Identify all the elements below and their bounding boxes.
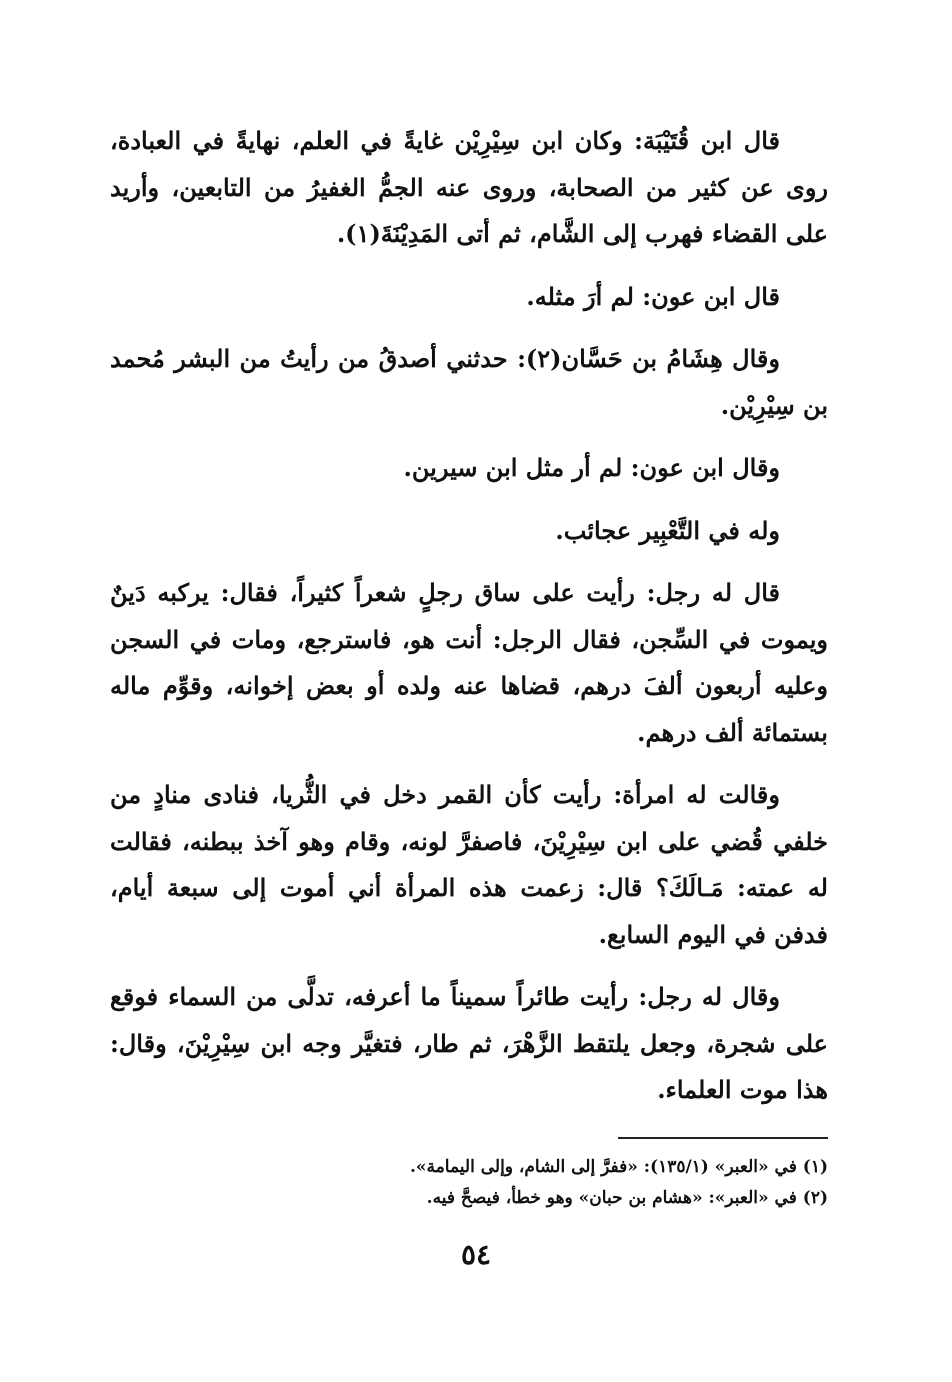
paragraph-ibn-awn-2: وقال ابن عون: لم أر مثل ابن سيرين. [403,453,780,482]
footnote-1: (١) في «العبر» (١٣٥/١): «ففرَّ إلى الشام، وإلى اليمامة». [410,1157,828,1177]
paragraph-tabir: وله في التَّعْبِير عجائب. [555,515,780,545]
main-text [110,118,828,1130]
footnotes [110,1152,828,1214]
footnote-divider [618,1137,828,1139]
paragraph-dream-bird: وقال له رجل: رأيت طائراً سميناً ما أعرفه، تدلَّى من السماء فوقع على شجرة، وجعل يلتقط الزَّهْرَ، ثم طار، فتغيَّر وجه ابن سِيْرِيْنَ، وقال: هذا موت العلماء. [110,982,828,1104]
paragraph-hisham: وقال هِشَامُ بن حَسَّان(٢): حدثني أصدقُ من رأيتُ من البشر مُحمد بن سِيْرِيْن. [110,344,828,420]
footnote-2: (٢) في «العبر»: «هشام بن حبان» وهو خطأ، فيصحَّ فيه. [426,1188,828,1208]
paragraph-ibn-qutaybah: قال ابن قُتَيْبَة: وكان ابن سِيْرِيْن غايةً في العلم، نهايةً في العبادة، روى عن كثير من الصحابة، وروى عنه الجمُّ الغفيرُ من التابعين، وأريد على القضاء فهرب إلى الشَّام، ثم أتى المَدِيْنَةَ(١). [110,126,829,248]
paragraph-dream-hair: قال له رجل: رأيت على ساق رجلٍ شعراً كثيراً، فقال: يركبه دَينٌ ويموت في السِّجن، فقال الرجل: أنت هو، فاسترجع، ومات في السجن وعليه أربعون ألفَ درهم، قضاها عنه ولده أو بعض إخوانه، وقوِّم ماله بستمائة ألف درهم. [110,578,828,747]
page-number: ٥٤ [460,1238,492,1271]
paragraph-ibn-awn-1: قال ابن عون: لم أرَ مثله. [526,281,780,311]
paragraph-dream-moon: وقالت له امرأة: رأيت كأن القمر دخل في الثُّريا، فنادى منادٍ من خلفي قُضي على ابن سِيْرِيْنَ، فاصفرَّ لونه، وقام وهو آخذ ببطنه، فقالت له عمته: مَـالَكَ؟ قال: زعمت هذه المرأة أني أموت إلى سبعة أيام، فدفن في اليوم السابع. [110,780,828,949]
